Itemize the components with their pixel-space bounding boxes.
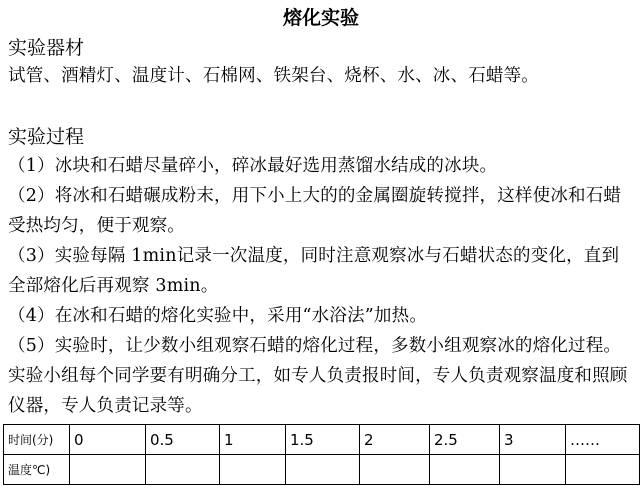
process-step-1: （1）冰块和石蜡尽量碎小，碎冰最好选用蒸馏水结成的冰块。: [8, 156, 498, 176]
time-cell: 3: [500, 425, 566, 455]
temperature-cell: [430, 455, 500, 485]
time-cell: ……: [566, 425, 640, 455]
document-title: 熔化实验: [282, 7, 359, 29]
temperature-cell: [360, 455, 430, 485]
materials-heading: 实验器材: [8, 37, 85, 59]
time-cell: 2: [360, 425, 430, 455]
time-cell: 2.5: [430, 425, 500, 455]
time-cell: 0.5: [146, 425, 220, 455]
materials-text: 试管、酒精灯、温度计、石棉网、铁架台、烧杯、水、冰、石蜡等。: [8, 66, 539, 86]
temperature-cell: [220, 455, 286, 485]
time-cell: 1: [220, 425, 286, 455]
process-step-4: （4）在冰和石蜡的熔化实验中，采用“水浴法”加热。: [8, 306, 428, 326]
record-table: [3, 424, 640, 485]
process-step-3: （3）实验每隔 1min记录一次温度，同时注意观察冰与石蜡状态的变化，直到全部熔化后再观察 3min。: [8, 246, 620, 296]
temperature-cell: [566, 455, 640, 485]
process-step-5: （5）实验时，让少数小组观察石蜡的熔化过程，多数小组观察冰的熔化过程。实验小组每个同学要有明确分工，如专人负责报时间，专人负责观察温度和照顾仪器，专人负责记录等。: [8, 336, 628, 416]
time-row-label: 时间(分): [4, 425, 70, 455]
temperature-cell: [286, 455, 360, 485]
process-step-2: （2）将冰和石蜡碾成粉末，用下小上大的的金属圈旋转搅拌，这样使冰和石蜡受热均匀，便于观察。: [8, 186, 622, 236]
temperature-row-label: 温度℃): [4, 455, 70, 485]
temperature-cell: [70, 455, 146, 485]
time-row: [4, 425, 640, 455]
process-heading: 实验过程: [8, 126, 85, 148]
temperature-row: [4, 455, 640, 485]
time-cell: 0: [70, 425, 146, 455]
temperature-cell: [500, 455, 566, 485]
time-cell: 1.5: [286, 425, 360, 455]
temperature-cell: [146, 455, 220, 485]
